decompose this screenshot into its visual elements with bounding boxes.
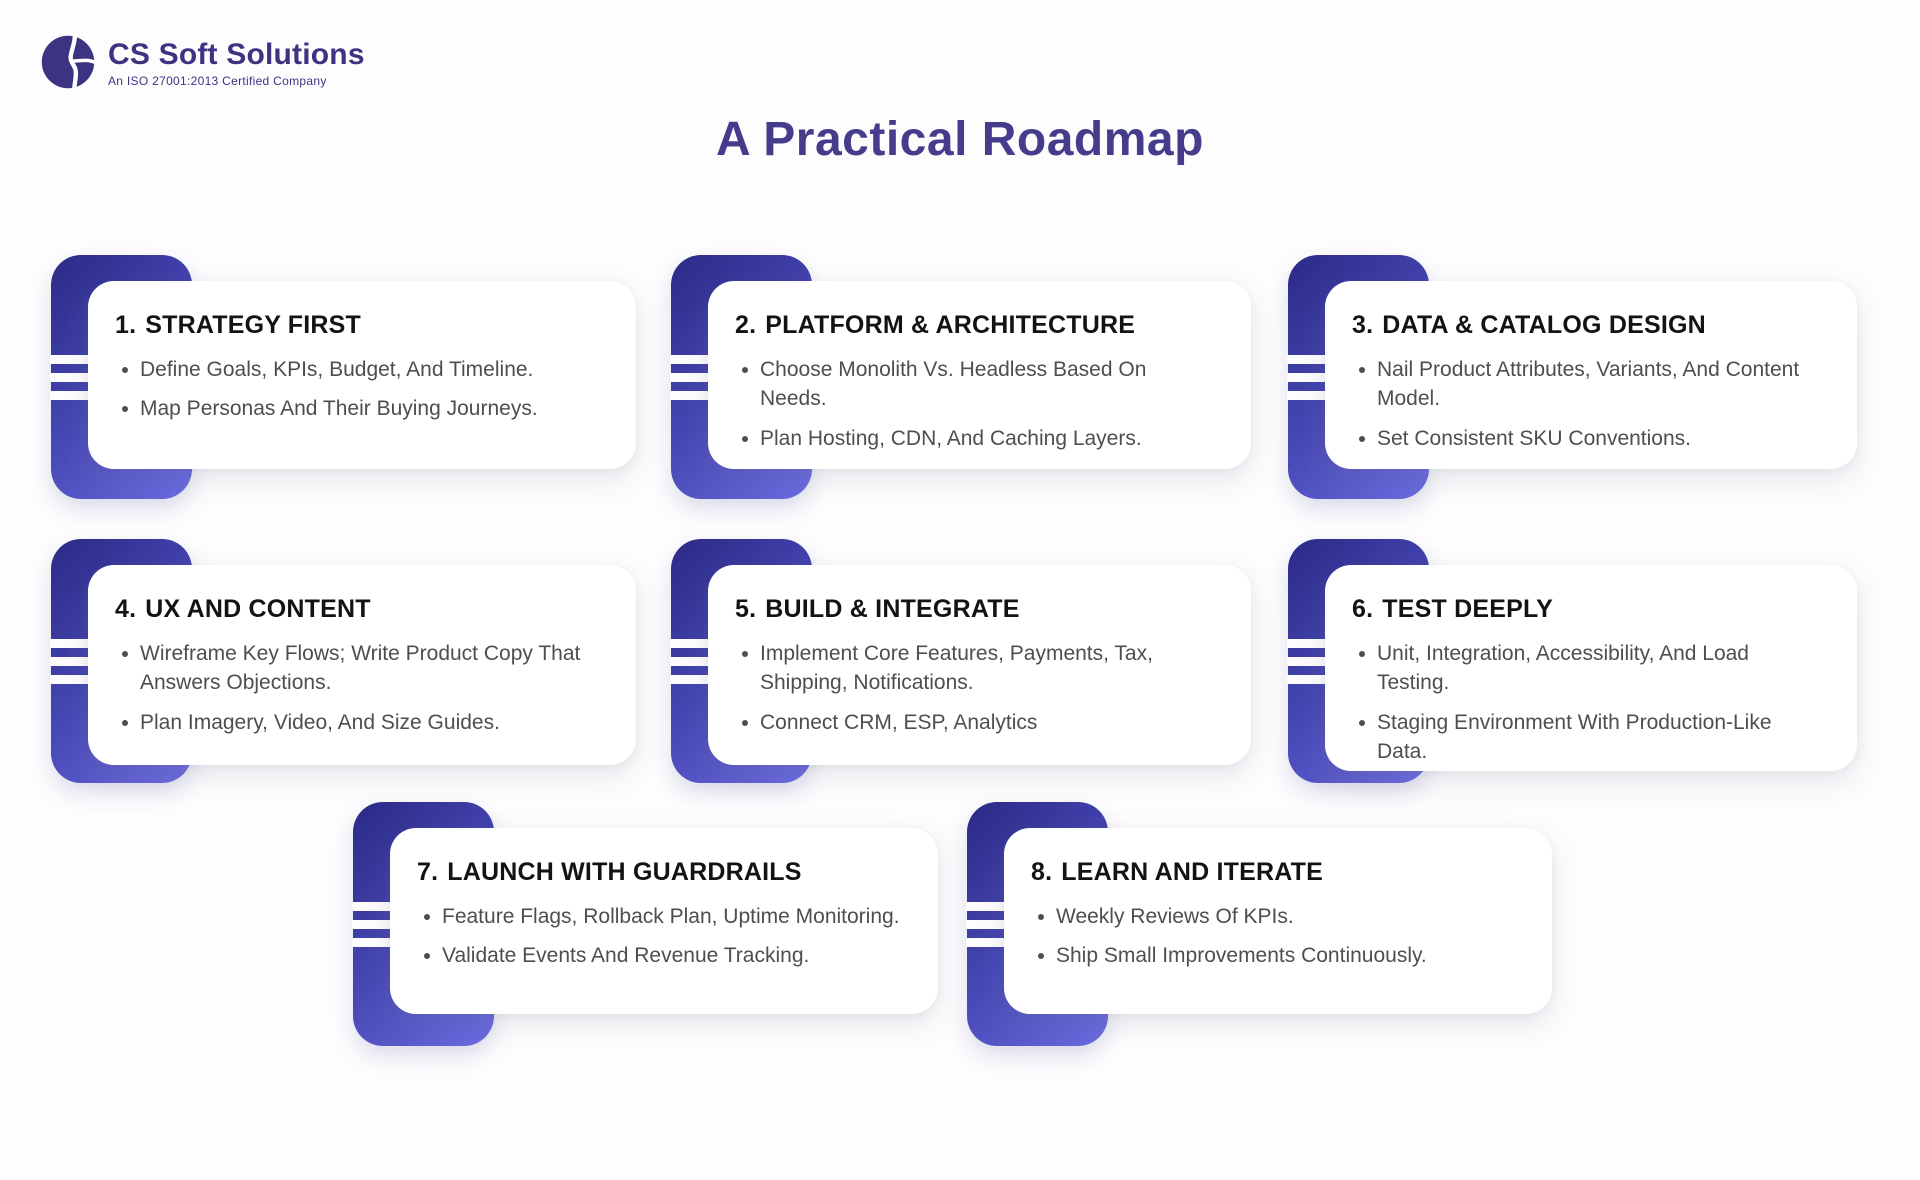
card-heading: [417, 858, 904, 887]
card-bullet-list: [735, 639, 1217, 737]
bullet-item: Connect CRM, ESP, Analytics: [735, 708, 1217, 737]
bullet-item: Validate Events And Revenue Tracking.: [417, 941, 904, 970]
card-bullet-list: [1031, 902, 1518, 971]
roadmap-card: [967, 802, 1687, 1062]
bullet-item: Implement Core Features, Payments, Tax, Shipping, Notifications.: [735, 639, 1217, 698]
company-name: CS Soft Solutions: [108, 38, 365, 71]
bullet-item: Unit, Integration, Accessibility, And Load Testing.: [1352, 639, 1823, 698]
card-bullet-list: [1352, 639, 1823, 767]
card-bullet-list: [115, 355, 602, 424]
company-logo: [40, 34, 365, 90]
card-title-text: LAUNCH WITH GUARDRAILS: [447, 858, 802, 886]
card-panel: [708, 565, 1251, 765]
card-number: 5.: [735, 595, 757, 623]
card-panel: [88, 565, 636, 765]
card-heading: [735, 311, 1217, 340]
card-title-text: UX AND CONTENT: [145, 595, 371, 623]
card-number: 4.: [115, 595, 137, 623]
bullet-item: Weekly Reviews Of KPIs.: [1031, 902, 1518, 931]
bullet-item: Set Consistent SKU Conventions.: [1352, 424, 1823, 453]
card-title-text: PLATFORM & ARCHITECTURE: [765, 311, 1136, 339]
card-heading: [1352, 595, 1823, 624]
bullet-item: Map Personas And Their Buying Journeys.: [115, 394, 602, 423]
roadmap-card: [51, 255, 771, 515]
card-number: 7.: [417, 858, 439, 886]
card-title-text: LEARN AND ITERATE: [1061, 858, 1323, 886]
card-number: 8.: [1031, 858, 1053, 886]
card-number: 2.: [735, 311, 757, 339]
card-panel: [1325, 565, 1857, 771]
card-title-text: TEST DEEPLY: [1382, 595, 1554, 623]
bullet-item: Nail Product Attributes, Variants, And Content Model.: [1352, 355, 1823, 414]
bullet-item: Choose Monolith Vs. Headless Based On Needs.: [735, 355, 1217, 414]
card-number: 6.: [1352, 595, 1374, 623]
card-heading: [115, 595, 602, 624]
card-heading: [115, 311, 602, 340]
card-bullet-list: [417, 902, 904, 971]
page-title: A Practical Roadmap: [716, 113, 1204, 166]
roadmap-card: [1288, 255, 1920, 515]
card-heading: [1352, 311, 1823, 340]
card-heading: [1031, 858, 1518, 887]
roadmap-card: [671, 539, 1391, 799]
bullet-item: Plan Imagery, Video, And Size Guides.: [115, 708, 602, 737]
roadmap-card: [353, 802, 1073, 1062]
roadmap-card: [51, 539, 771, 799]
card-bullet-list: [1352, 355, 1823, 453]
card-title-text: STRATEGY FIRST: [145, 311, 362, 339]
bullet-item: Plan Hosting, CDN, And Caching Layers.: [735, 424, 1217, 453]
card-title-text: BUILD & INTEGRATE: [765, 595, 1020, 623]
card-title-text: DATA & CATALOG DESIGN: [1382, 311, 1706, 339]
card-panel: [1004, 828, 1552, 1014]
company-tagline: An ISO 27001:2013 Certified Company: [108, 74, 327, 88]
card-panel: [88, 281, 636, 469]
card-bullet-list: [115, 639, 602, 737]
card-bullet-list: [735, 355, 1217, 453]
bullet-item: Ship Small Improvements Continuously.: [1031, 941, 1518, 970]
card-panel: [1325, 281, 1857, 469]
card-heading: [735, 595, 1217, 624]
card-number: 1.: [115, 311, 137, 339]
card-panel: [390, 828, 938, 1014]
cs-circle-logo-icon: [40, 34, 96, 90]
bullet-item: Wireframe Key Flows; Write Product Copy That Answers Objections.: [115, 639, 602, 698]
bullet-item: Staging Environment With Production-Like Data.: [1352, 708, 1823, 767]
card-number: 3.: [1352, 311, 1374, 339]
roadmap-card: [671, 255, 1391, 515]
card-panel: [708, 281, 1251, 469]
bullet-item: Define Goals, KPIs, Budget, And Timeline.: [115, 355, 602, 384]
roadmap-card: [1288, 539, 1920, 799]
bullet-item: Feature Flags, Rollback Plan, Uptime Monitoring.: [417, 902, 904, 931]
